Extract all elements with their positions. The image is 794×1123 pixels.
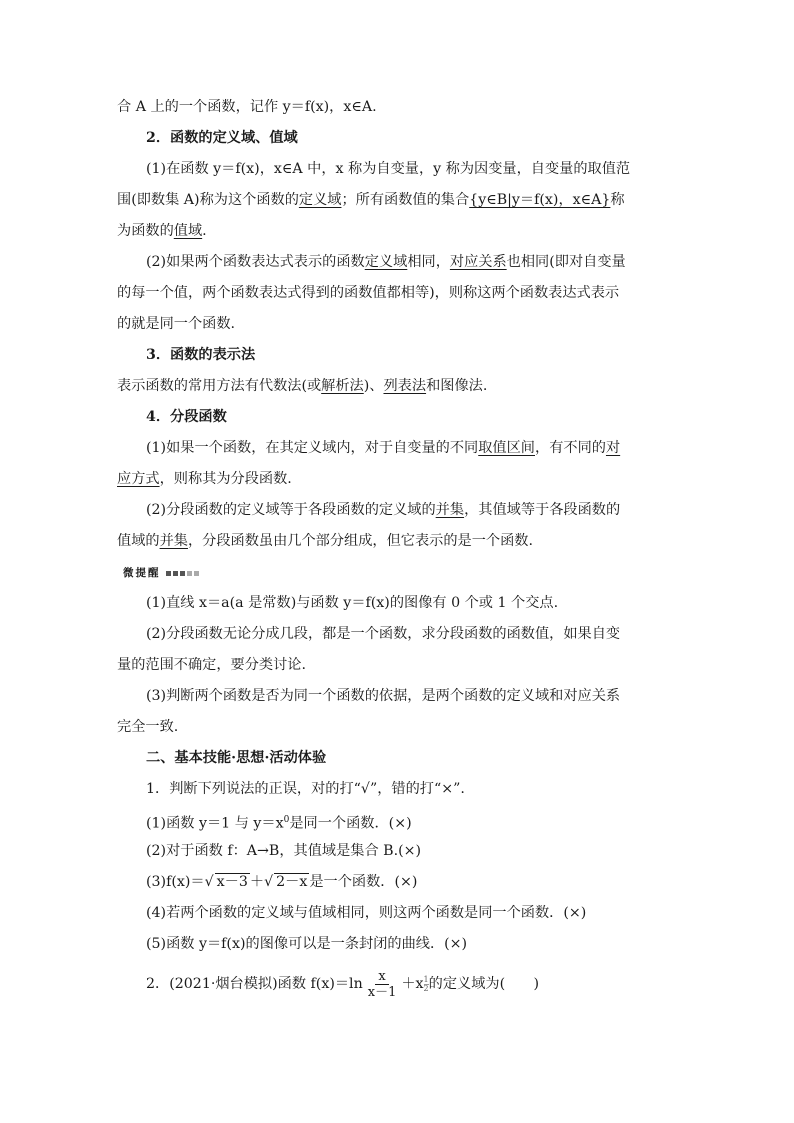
text: 值域的 — [117, 533, 160, 549]
fraction — [365, 969, 400, 1000]
text: . — [202, 223, 207, 239]
text: (1)直线 x＝a(a 是常数)与函数 y＝f(x)的图像有 0 个或 1 个交点. — [146, 595, 559, 611]
section-heading — [117, 743, 679, 774]
answer-blank: 并集 — [159, 533, 188, 549]
tip-dots-icon — [166, 571, 199, 576]
tip-label — [123, 558, 199, 589]
text: 微提醒 — [123, 567, 161, 579]
section-heading — [117, 402, 679, 433]
text-line — [117, 495, 679, 526]
text: 称 — [610, 192, 625, 208]
text-line — [117, 433, 679, 464]
answer-blank: 解析法 — [321, 378, 364, 394]
text-line — [117, 185, 679, 216]
text-line — [117, 247, 679, 278]
radicand: 2－x — [276, 874, 308, 890]
question-item — [117, 898, 679, 929]
text: 3．函数的表示法 — [146, 347, 256, 363]
text-line — [117, 526, 679, 557]
text: 2．函数的定义域、值域 — [146, 130, 298, 146]
question-item — [117, 836, 679, 867]
text: 的就是同一个函数. — [117, 316, 236, 332]
text: (1)如果一个函数，在其定义域内，对于自变量的不同 — [146, 440, 479, 456]
sqrt-sign-icon: √ — [204, 874, 214, 890]
text: 量的范围不确定，要分类讨论. — [117, 657, 306, 673]
answer-blank: 并集 — [435, 502, 465, 518]
text: 和图像法. — [426, 378, 488, 394]
question-item — [117, 929, 679, 960]
text: ，有不同的 — [535, 440, 606, 456]
answer-blank: 取值区间 — [478, 440, 535, 456]
text: (5)函数 y＝f(x)的图像可以是一条封闭的曲线．(×) — [146, 936, 468, 952]
section-heading — [117, 123, 679, 154]
text-line — [117, 309, 679, 340]
answer-blank: 对应关系 — [449, 254, 507, 270]
text: 2．(2021·烟台模拟)函数 f(x)＝ln — [146, 976, 363, 992]
text: 4．分段函数 — [146, 409, 227, 425]
answer-blank: 定义域 — [364, 254, 408, 270]
answer-blank: 定义域 — [298, 192, 342, 208]
radicand: x－3 — [216, 874, 248, 890]
text-line — [117, 588, 679, 619]
text: (3)判断两个函数是否为同一个函数的依据，是两个函数的定义域和对应关系 — [146, 688, 621, 704]
text: ，则称其为分段函数. — [159, 471, 292, 487]
text-line — [117, 650, 679, 681]
text: ＋ — [249, 874, 265, 890]
text-line — [117, 216, 679, 247]
answer-blank: 对 — [605, 440, 621, 456]
question-item — [117, 805, 679, 836]
text: (3)f(x)＝ — [146, 874, 205, 890]
denominator: x－1 — [367, 984, 397, 1000]
text: (4)若两个函数的定义域与值域相同，则这两个函数是同一个函数．(×) — [146, 905, 587, 921]
text: 相同， — [407, 254, 450, 270]
answer-blank: 应方式 — [117, 471, 160, 487]
text: 为函数的 — [117, 223, 174, 239]
answer-blank: {y∈B|y＝f(x)，x∈A} — [469, 192, 611, 208]
question — [117, 774, 679, 805]
numerator: 1 — [423, 974, 429, 984]
denominator: 2 — [423, 983, 429, 993]
text: ；所有函数值的集合 — [341, 192, 470, 208]
text-line — [117, 371, 679, 402]
text: 完全一致. — [117, 719, 179, 735]
text: (2)分段函数无论分成几段，都是一个函数，求分段函数的函数值，如果自变 — [146, 626, 621, 642]
text: (1)函数 y＝1 与 y＝x — [146, 815, 284, 832]
text: 围(即数集 A)称为这个函数的 — [117, 192, 299, 208]
text: 二、基本技能·思想·活动体验 — [146, 750, 327, 766]
text: 的每一个值，两个函数表达式得到的函数值都相等)，则称这两个函数表达式表示 — [117, 285, 620, 301]
text-line — [117, 92, 679, 123]
text-line — [117, 712, 679, 743]
text: 是同一个函数．(×) — [289, 815, 412, 832]
section-heading — [117, 340, 679, 371]
text: 表示函数的常用方法有代数法(或 — [117, 378, 322, 394]
text-line — [117, 619, 679, 650]
numerator: x — [375, 969, 388, 985]
text-line — [117, 681, 679, 712]
text-line — [117, 278, 679, 309]
text: ，其值域等于各段函数的 — [464, 502, 621, 518]
text: 的定义域为( ) — [428, 976, 540, 992]
text: 也相同(即对自变量 — [506, 254, 626, 270]
answer-blank: 值域 — [173, 223, 203, 239]
text-line — [117, 154, 679, 185]
document-page — [117, 92, 679, 1008]
text-line — [117, 464, 679, 495]
text: 1．判断下列说法的正误，对的打“√”，错的打“×”. — [146, 781, 465, 797]
answer-blank: 列表法 — [383, 378, 427, 394]
text: (1)在函数 y＝f(x)，x∈A 中，x 称为自变量，y 称为因变量，自变量的取值范 — [146, 161, 631, 177]
question — [117, 960, 679, 1008]
text: ，分段函数虽由几个部分组成，但它表示的是一个函数. — [187, 533, 533, 549]
text: )、 — [363, 378, 384, 394]
superscript: 0 — [283, 815, 290, 825]
text: ＋x — [401, 976, 424, 992]
text: 合 A 上的一个函数，记作 y＝f(x)，x∈A. — [117, 99, 377, 115]
text: 是一个函数．(×) — [309, 874, 418, 890]
sqrt-sign-icon: √ — [264, 874, 274, 890]
text: (2)如果两个函数表达式表示的函数 — [146, 254, 365, 270]
text: (2)对于函数 f：A→B，其值域是集合 B.(×) — [146, 843, 422, 859]
tip-heading — [117, 557, 679, 588]
text: (2)分段函数的定义域等于各段函数的定义域的 — [146, 502, 436, 518]
question-item — [117, 867, 679, 898]
